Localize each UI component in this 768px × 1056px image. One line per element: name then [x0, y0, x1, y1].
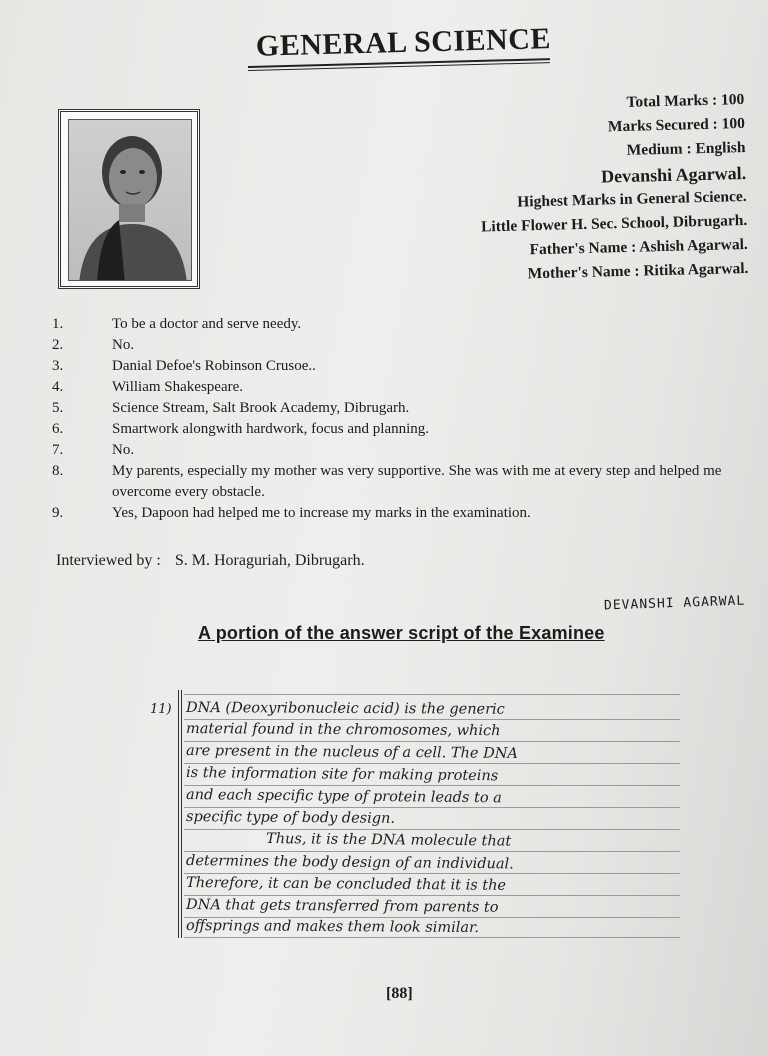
interviewer-label: Interviewed by : — [56, 552, 161, 569]
script-line: determines the body design of an individual. — [186, 853, 514, 873]
ruled-line — [184, 785, 680, 786]
script-line: material found in the chromosomes, which — [186, 721, 501, 740]
father-name: Father's Name : Ashish Agarwal. — [529, 236, 749, 259]
interviewer-name: S. M. Horaguriah, Dibrugarh. — [174, 552, 365, 569]
student-photo-frame — [58, 109, 200, 289]
script-line: are present in the nucleus of a cell. The DNA — [186, 743, 518, 762]
answer-item: 7. No. — [52, 442, 135, 458]
signature: DEVANSHI AGARWAL — [603, 593, 746, 614]
script-line: DNA that gets transferred from parents to — [186, 897, 499, 916]
marks-secured: Marks Secured : 100 — [607, 115, 746, 136]
answer-item: 6. Smartwork alongwith hardwork, focus and planning. — [52, 421, 430, 437]
page-heading: GENERAL SCIENCE — [255, 22, 552, 63]
achievement: Highest Marks in General Science. — [517, 187, 747, 211]
script-line: specific type of body design. — [186, 809, 396, 827]
ruled-line — [184, 719, 680, 720]
ruled-line — [184, 829, 680, 830]
mother-name: Mother's Name : Ritika Agarwal. — [527, 260, 749, 283]
ruled-line — [184, 763, 680, 764]
margin-line — [178, 690, 179, 938]
answer-list — [52, 314, 752, 524]
ruled-line — [184, 851, 680, 852]
margin-line — [181, 690, 182, 938]
medium: Medium : English — [626, 139, 746, 160]
total-marks: Total Marks : 100 — [626, 90, 745, 111]
ruled-line — [184, 807, 680, 808]
ruled-line — [184, 741, 680, 742]
script-heading: A portion of the answer script of the Examinee — [198, 623, 605, 643]
question-number: 11) — [150, 702, 172, 717]
script-line: is the information site for making proteins — [186, 765, 499, 785]
ruled-line — [184, 937, 680, 938]
answer-item: 8. My parents, especially my mother was very supportive. She was with me at every step and helped me overcome every obstacle. — [52, 463, 722, 500]
interviewer — [56, 552, 365, 570]
page-number: [88] — [386, 985, 413, 1002]
script-line: DNA (Deoxyribonucleic acid) is the generic — [186, 700, 505, 718]
ruled-line — [184, 694, 680, 695]
script-line: offsprings and makes them look similar. — [186, 918, 480, 937]
answer-item: 2. No. — [52, 337, 135, 353]
student-name: Devanshi Agarwal. — [600, 162, 747, 187]
answer-script — [150, 690, 680, 940]
answer-item: 4. William Shakespeare. — [52, 379, 244, 395]
script-line: Thus, it is the DNA molecule that — [266, 831, 512, 850]
answer-item: 9. Yes, Dapoon had helped me to increase my marks in the examination. — [52, 505, 531, 521]
answer-item: 5. Science Stream, Salt Brook Academy, Dibrugarh. — [52, 400, 410, 416]
ruled-line — [184, 873, 680, 874]
answer-item: 1. To be a doctor and serve needy. — [52, 316, 302, 332]
script-line: and each specific type of protein leads to a — [186, 787, 502, 807]
student-details — [404, 88, 749, 290]
script-line: Therefore, it can be concluded that it is the — [186, 875, 507, 894]
school-name: Little Flower H. Sec. School, Dibrugarh. — [480, 211, 748, 236]
student-photo — [68, 119, 192, 281]
answer-item: 3. Danial Defoe's Robinson Crusoe.. — [52, 358, 316, 374]
ruled-line — [184, 895, 680, 896]
